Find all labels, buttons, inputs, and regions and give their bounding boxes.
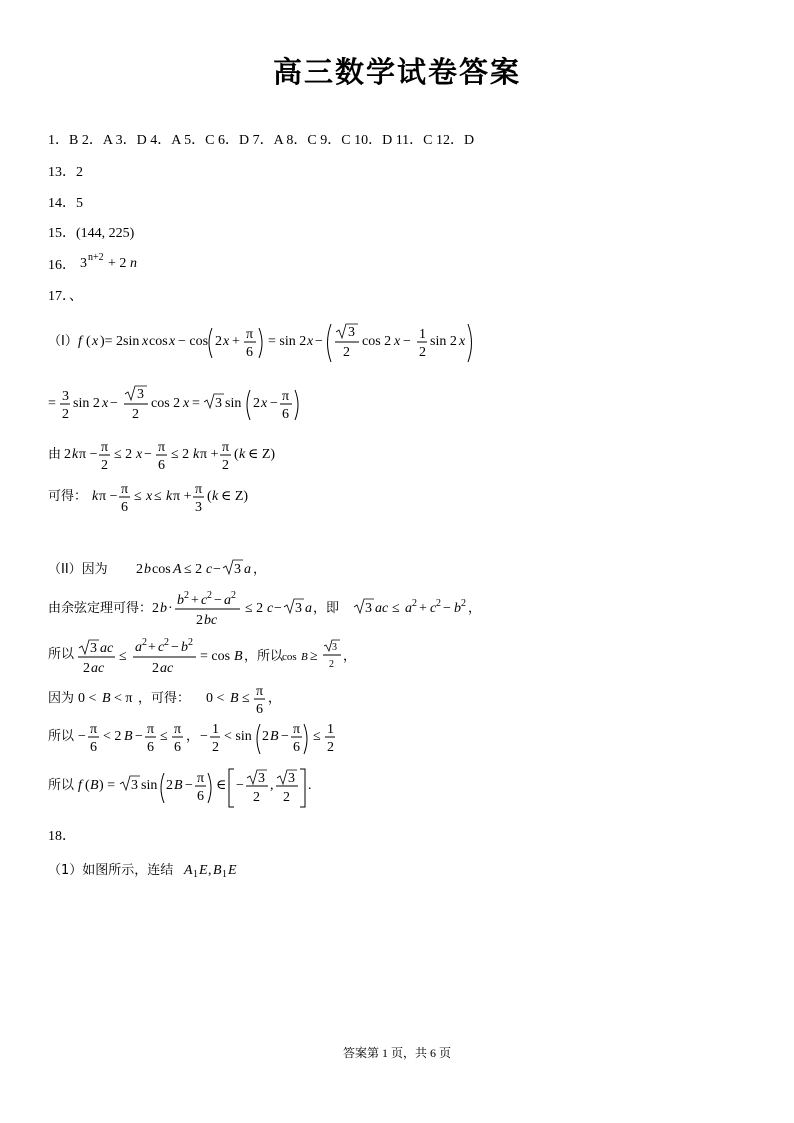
svg-text:≤ 2: ≤ 2 [171, 447, 190, 462]
svg-text:−: − [270, 396, 278, 411]
svg-text:2: 2 [215, 334, 222, 349]
svg-text:≤: ≤ [242, 691, 250, 706]
part2-label: （II）因为 [48, 562, 108, 577]
svg-text:≤ 2: ≤ 2 [114, 447, 133, 462]
svg-text:ac: ac [160, 661, 174, 676]
svg-text:cos: cos [152, 562, 171, 577]
svg-text:−: − [281, 729, 289, 744]
svg-text:ac: ac [100, 641, 114, 656]
svg-text:π: π [101, 440, 109, 455]
svg-text:k: k [212, 489, 219, 504]
svg-text:3: 3 [234, 562, 241, 577]
svg-text:x: x [261, 396, 268, 411]
svg-text:b: b [181, 640, 188, 655]
svg-text:π +: π + [200, 447, 219, 462]
svg-text:2: 2 [62, 407, 69, 422]
svg-text:2: 2 [329, 659, 334, 670]
svg-text:−: − [144, 447, 152, 462]
svg-text:−: − [213, 562, 221, 577]
svg-text:∈ Z): ∈ Z) [221, 489, 249, 504]
svg-text:f: f [78, 778, 82, 793]
svg-text:n: n [129, 256, 137, 271]
svg-text:B: B [230, 691, 239, 706]
get-text: ，可得： [138, 691, 191, 706]
q17-part1-interval-condition [48, 436, 278, 481]
svg-text:2: 2 [253, 790, 260, 805]
svg-text:(: ( [234, 447, 239, 462]
svg-text:6: 6 [158, 458, 165, 473]
q17-part1-line1 [48, 318, 478, 373]
svg-text:) =: ) = [99, 778, 116, 793]
svg-text:x: x [142, 334, 149, 349]
svg-text:= cos: = cos [200, 649, 231, 664]
svg-text:3: 3 [195, 500, 202, 515]
svg-text:2: 2 [436, 598, 441, 609]
svg-text:3: 3 [90, 641, 97, 656]
svg-text:0 <: 0 < [78, 691, 97, 706]
svg-text:− cos: − cos [178, 334, 209, 349]
svg-text:B: B [90, 778, 99, 793]
svg-text:∈ Z): ∈ Z) [248, 447, 276, 462]
question-17-heading: 17．、 [48, 289, 83, 304]
svg-text:−: − [236, 778, 244, 793]
svg-text:a: a [135, 640, 142, 655]
svg-text:f: f [78, 334, 82, 349]
svg-text:π: π [293, 722, 301, 737]
svg-text:sin: sin [225, 396, 242, 411]
svg-text:x: x [102, 396, 109, 411]
svg-text:E: E [228, 863, 237, 878]
svg-text:2: 2 [262, 729, 269, 744]
svg-text:2: 2 [419, 345, 426, 360]
svg-text:6: 6 [282, 407, 289, 422]
because-text: 因为 [48, 691, 75, 706]
q17-part1-label: （I） [48, 334, 78, 349]
svg-text:B: B [301, 651, 308, 663]
svg-text:x: x [92, 334, 99, 349]
svg-text:6: 6 [147, 740, 154, 755]
svg-text:6: 6 [90, 740, 97, 755]
so-cosB-text: ，所以 [244, 649, 284, 664]
svg-text:B: B [124, 729, 133, 744]
svg-text:3: 3 [215, 396, 222, 411]
svg-text:+: + [148, 640, 156, 655]
svg-text:∈: ∈ [216, 778, 227, 793]
svg-text:3: 3 [295, 601, 302, 616]
svg-text:c: c [201, 593, 208, 608]
svg-text:=: = [48, 396, 56, 411]
svg-text:2: 2 [164, 637, 169, 648]
svg-text:2: 2 [283, 790, 290, 805]
svg-text:≤: ≤ [392, 601, 400, 616]
svg-text:B: B [270, 729, 279, 744]
svg-text:≤: ≤ [154, 489, 162, 504]
svg-text:3: 3 [62, 389, 69, 404]
svg-text:π: π [174, 722, 182, 737]
svg-text:2: 2 [166, 778, 173, 793]
svg-text:π: π [222, 440, 230, 455]
svg-text:2: 2 [152, 601, 159, 616]
svg-text:·: · [168, 601, 173, 616]
q17-cosB-bound [48, 634, 368, 683]
svg-text:2: 2 [212, 740, 219, 755]
q17-part1-result [48, 478, 278, 523]
comma-3: ， [343, 649, 357, 664]
svg-text:≤: ≤ [160, 729, 168, 744]
svg-text:π: π [282, 389, 290, 404]
svg-text:2: 2 [152, 661, 159, 676]
svg-text:x: x [223, 334, 230, 349]
svg-text:π: π [246, 327, 254, 342]
svg-text:a: a [224, 593, 231, 608]
svg-text:6: 6 [256, 702, 263, 717]
svg-text:≤: ≤ [313, 729, 321, 744]
q17-cosine-rule [48, 590, 518, 637]
svg-text:π: π [197, 771, 205, 786]
svg-text:π −: π − [79, 447, 98, 462]
question-18-heading: 18． [48, 829, 76, 844]
svg-text:−: − [78, 729, 86, 744]
svg-text:(: ( [86, 334, 91, 349]
svg-text:A: A [173, 562, 182, 577]
comma-5: ， [186, 729, 200, 744]
svg-text:−: − [171, 640, 179, 655]
final-period: . [308, 778, 312, 793]
svg-text:−: − [200, 729, 208, 744]
svg-text:B: B [102, 691, 111, 706]
svg-text:2: 2 [64, 447, 71, 462]
ie-text: ，即 [313, 601, 340, 616]
q17-part1-line2 [48, 380, 288, 435]
svg-text:x: x [307, 334, 314, 349]
svg-text:k: k [72, 447, 79, 462]
answer-16-formula [80, 253, 150, 273]
svg-text:2: 2 [136, 562, 143, 577]
svg-text:(: ( [85, 778, 90, 793]
svg-text:b: b [454, 601, 461, 616]
svg-text:6: 6 [197, 789, 204, 804]
q17-2B-range [48, 716, 348, 765]
svg-text:3: 3 [365, 601, 372, 616]
svg-text:≥: ≥ [310, 649, 318, 664]
svg-text:≤: ≤ [134, 489, 142, 504]
svg-text:k: k [193, 447, 200, 462]
svg-text:3: 3 [288, 771, 295, 786]
svg-text:−: − [403, 334, 411, 349]
so-text-1: 所以 [48, 647, 75, 662]
svg-text:π: π [256, 684, 264, 699]
svg-text:2: 2 [196, 613, 203, 628]
svg-text:1: 1 [193, 869, 198, 880]
svg-text:cos 2: cos 2 [362, 334, 392, 349]
svg-text:b: b [160, 601, 167, 616]
svg-text:6: 6 [246, 345, 253, 360]
svg-text:1: 1 [222, 869, 227, 880]
svg-text:2: 2 [142, 637, 147, 648]
svg-text:)= 2sin: )= 2sin [100, 334, 140, 349]
svg-text:−: − [185, 778, 193, 793]
answer-16-label: 16． [48, 258, 76, 273]
svg-text:1: 1 [327, 722, 334, 737]
svg-text:sin 2: sin 2 [73, 396, 100, 411]
svg-text:≤ 2: ≤ 2 [245, 601, 264, 616]
svg-text:k: k [239, 447, 246, 462]
svg-text:3: 3 [131, 778, 138, 793]
svg-text:π: π [158, 440, 166, 455]
svg-text:3: 3 [348, 325, 355, 340]
svg-text:x: x [136, 447, 143, 462]
svg-text:2: 2 [231, 590, 236, 601]
svg-text:a: a [305, 601, 312, 616]
svg-text:c: c [267, 601, 274, 616]
svg-text:π: π [147, 722, 155, 737]
result-prefix: 可得： [48, 489, 88, 504]
svg-text:bc: bc [204, 613, 218, 628]
svg-text:,: , [270, 778, 274, 793]
svg-text:k: k [92, 489, 99, 504]
svg-text:< 2: < 2 [103, 729, 122, 744]
svg-text:≤: ≤ [119, 649, 127, 664]
svg-text:6: 6 [293, 740, 300, 755]
svg-text:=: = [192, 396, 200, 411]
svg-text:2: 2 [327, 740, 334, 755]
svg-text:−: − [274, 601, 282, 616]
so-text-3: 所以 [48, 778, 75, 793]
q18-part1-text: （1）如图所示，连结 [48, 863, 174, 878]
svg-text:x: x [183, 396, 190, 411]
svg-text:0 <: 0 < [206, 691, 225, 706]
svg-text:B: B [174, 778, 183, 793]
svg-text:6: 6 [174, 740, 181, 755]
page-title: 高三数学试卷答案 [272, 55, 521, 89]
svg-text:(: ( [207, 489, 212, 504]
svg-text:cos: cos [282, 651, 297, 663]
svg-text:2: 2 [184, 590, 189, 601]
svg-text:< sin: < sin [224, 729, 252, 744]
svg-text:2: 2 [207, 590, 212, 601]
svg-text:π −: π − [99, 489, 118, 504]
svg-text:,: , [208, 863, 212, 878]
svg-text:≤ 2: ≤ 2 [184, 562, 203, 577]
svg-text:−: − [315, 334, 323, 349]
comma-4: ， [268, 691, 282, 706]
comma-1: ， [253, 562, 267, 577]
multiple-choice-answers: 1．B 2．A 3．D 4．A 5．C 6．D 7．A 8．C 9．C 10．D 11．C 12．D [48, 133, 475, 148]
svg-text:2: 2 [461, 598, 466, 609]
cosine-rule-text: 由余弦定理可得： [48, 601, 153, 616]
svg-text:2: 2 [83, 661, 90, 676]
svg-text:b: b [177, 593, 184, 608]
q17-part2-given [48, 557, 288, 586]
svg-text:cos 2: cos 2 [151, 396, 181, 411]
svg-text:sin 2: sin 2 [430, 334, 457, 349]
svg-text:−: − [443, 601, 451, 616]
svg-text:k: k [166, 489, 173, 504]
svg-text:−: − [110, 396, 118, 411]
svg-text:2: 2 [222, 458, 229, 473]
svg-text:x: x [459, 334, 466, 349]
svg-text:−: − [135, 729, 143, 744]
svg-text:2: 2 [343, 345, 350, 360]
svg-text:ac: ac [375, 601, 389, 616]
svg-text:1: 1 [419, 327, 426, 342]
svg-text:B: B [213, 863, 222, 878]
svg-text:E: E [199, 863, 208, 878]
svg-text:x: x [169, 334, 176, 349]
svg-text:6: 6 [121, 500, 128, 515]
svg-text:c: c [206, 562, 213, 577]
svg-text:3: 3 [332, 642, 337, 653]
svg-text:a: a [244, 562, 251, 577]
svg-text:x: x [146, 489, 153, 504]
svg-text:ac: ac [91, 661, 105, 676]
svg-text:3: 3 [258, 771, 265, 786]
answer-14: 14．5 [48, 196, 83, 211]
svg-text:−: − [214, 593, 222, 608]
svg-text:2: 2 [188, 637, 193, 648]
svg-text:A: A [184, 863, 193, 878]
svg-text:3: 3 [79, 256, 87, 271]
svg-text:< π: < π [114, 691, 133, 706]
svg-text:= sin 2: = sin 2 [268, 334, 307, 349]
svg-text:2: 2 [412, 598, 417, 609]
svg-text:c: c [430, 601, 437, 616]
svg-text:π: π [90, 722, 98, 737]
answer-13: 13．2 [48, 165, 83, 180]
svg-text:π: π [195, 482, 203, 497]
svg-text:2: 2 [253, 396, 260, 411]
svg-text:2: 2 [132, 407, 139, 422]
q17-final-range [48, 764, 328, 815]
svg-text:+: + [419, 601, 427, 616]
svg-text:π: π [121, 482, 129, 497]
svg-text:cos: cos [149, 334, 168, 349]
page-footer: 答案第 1 页，共 6 页 [342, 1046, 451, 1060]
svg-text:3: 3 [137, 387, 144, 402]
interval-prefix: 由 [48, 447, 62, 462]
svg-text:B: B [234, 649, 243, 664]
svg-text:n+2: n+2 [87, 253, 104, 263]
q18-part1 [48, 858, 268, 887]
svg-text:2: 2 [101, 458, 108, 473]
answer-15: 15．(144, 225) [48, 226, 135, 241]
svg-text:a: a [405, 601, 412, 616]
svg-text:x: x [394, 334, 401, 349]
answer-16 [48, 253, 150, 274]
comma-2: ， [468, 601, 482, 616]
svg-text:+: + [191, 593, 199, 608]
svg-text:sin: sin [141, 778, 158, 793]
svg-text:π +: π + [173, 489, 192, 504]
svg-text:c: c [158, 640, 165, 655]
svg-text:1: 1 [212, 722, 219, 737]
so-text-2: 所以 [48, 729, 75, 744]
svg-text:+ 2: + 2 [107, 256, 126, 271]
svg-text:b: b [144, 562, 151, 577]
svg-text:+: + [232, 334, 240, 349]
